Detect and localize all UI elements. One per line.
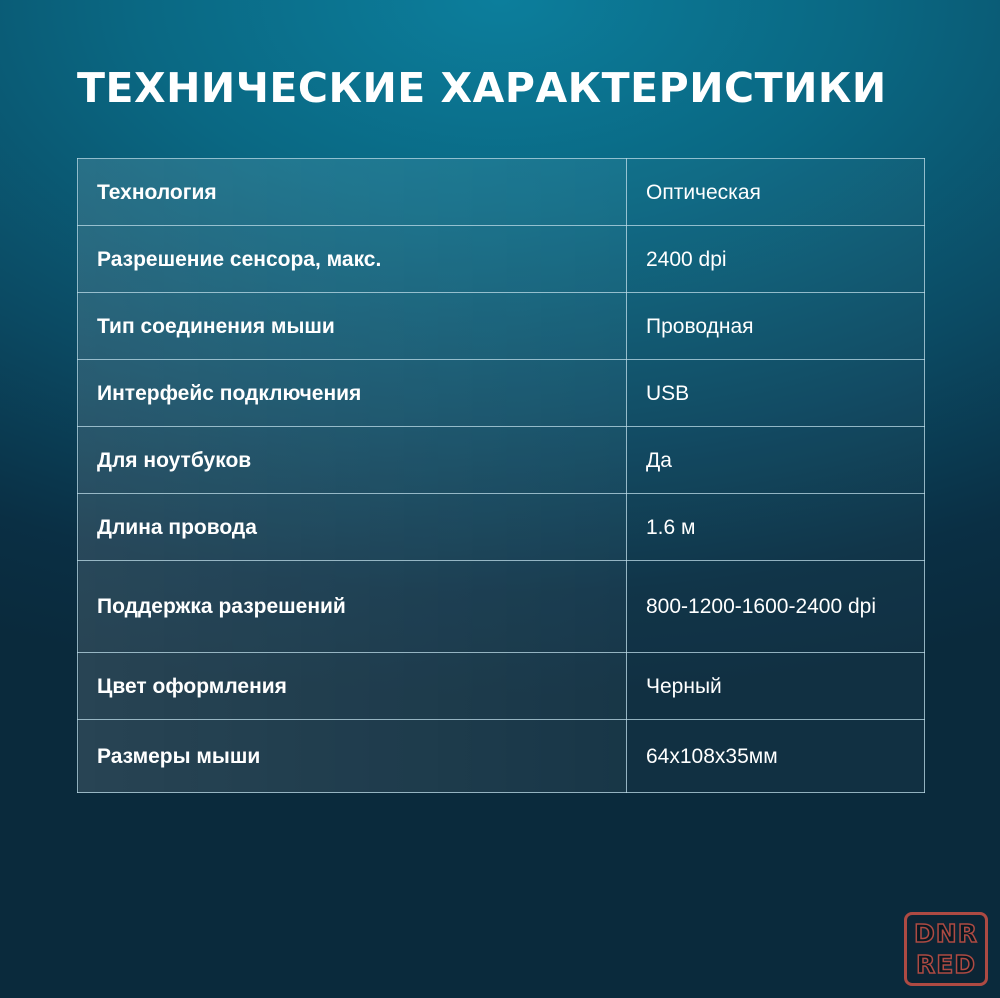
logo-text-top: DNR <box>914 919 978 948</box>
table-row <box>78 159 925 226</box>
table-row <box>78 720 925 793</box>
table-row <box>78 653 925 720</box>
spec-label: Размеры мыши <box>78 720 627 793</box>
spec-label: Тип соединения мыши <box>78 293 627 360</box>
spec-value: 1.6 м <box>627 494 925 561</box>
spec-label: Технология <box>78 159 627 226</box>
spec-value: USB <box>627 360 925 427</box>
spec-label: Для ноутбуков <box>78 427 627 494</box>
spec-value: Да <box>627 427 925 494</box>
spec-label: Поддержка разрешений <box>78 561 627 653</box>
dnr-red-logo <box>904 912 988 986</box>
table-row <box>78 226 925 293</box>
spec-value: 2400 dpi <box>627 226 925 293</box>
specs-table <box>77 158 925 793</box>
logo-text-bottom: RED <box>915 950 977 979</box>
table-row <box>78 360 925 427</box>
table-row <box>78 561 925 653</box>
table-row <box>78 293 925 360</box>
spec-value: Черный <box>627 653 925 720</box>
spec-value: Оптическая <box>627 159 925 226</box>
spec-label: Длина провода <box>78 494 627 561</box>
table-row <box>78 427 925 494</box>
spec-label: Интерфейс подключения <box>78 360 627 427</box>
spec-value: Проводная <box>627 293 925 360</box>
table-row <box>78 494 925 561</box>
spec-value: 800-1200-1600-2400 dpi <box>627 561 925 653</box>
spec-label: Цвет оформления <box>78 653 627 720</box>
spec-value: 64x108x35мм <box>627 720 925 793</box>
spec-label: Разрешение сенсора, макс. <box>78 226 627 293</box>
page-title: ТЕХНИЧЕСКИЕ ХАРАКТЕРИСТИКИ <box>77 64 887 112</box>
